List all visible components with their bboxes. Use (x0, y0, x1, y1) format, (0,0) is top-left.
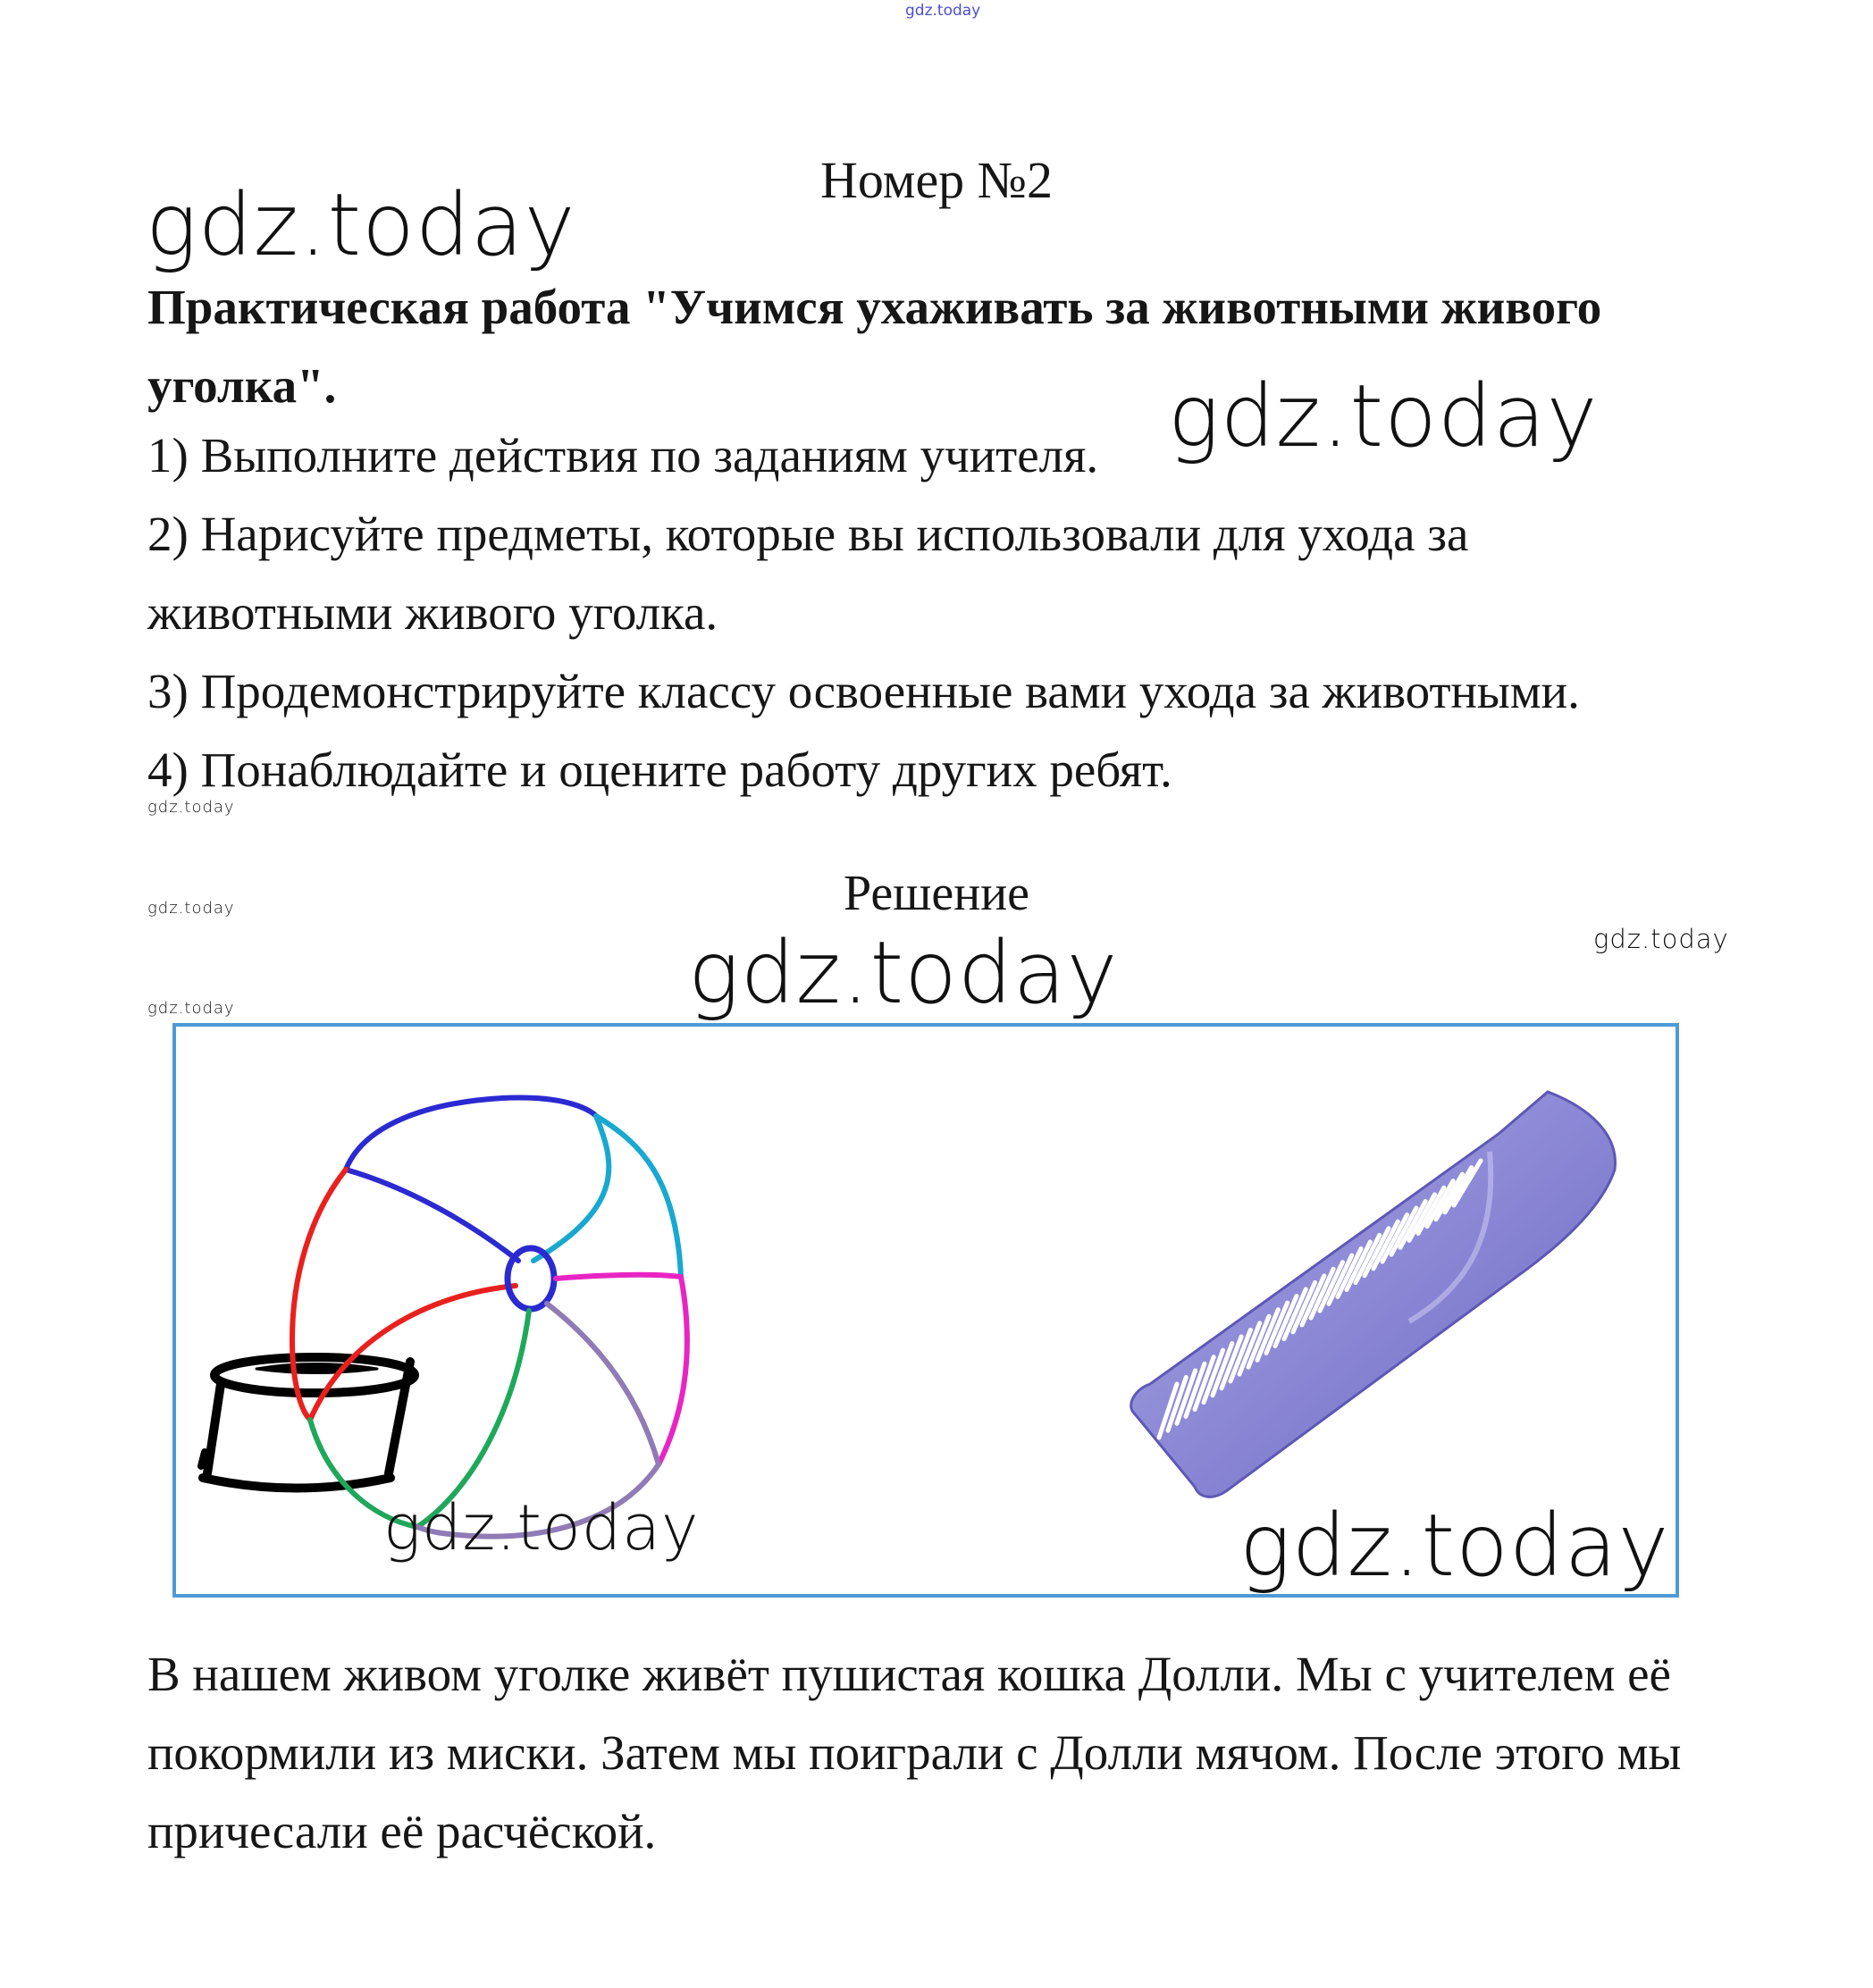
watermark-big: gdz.today (1168, 366, 1599, 466)
task-item-2: 2) Нарисуйте предметы, которые вы использовали для ухода за (147, 507, 1469, 561)
task-item-3: 3) Продемонстрируйте классу освоенные вами ухода за животными. (147, 664, 1580, 718)
task-heading: Практическая работа "Учимся ухаживать за животными живого уголка". (147, 280, 1602, 413)
comb-icon (1131, 1092, 1616, 1497)
watermark-big: gdz.today (688, 923, 1119, 1023)
watermark-small: gdz.today (147, 999, 235, 1018)
watermark-top: gdz.today (905, 2, 981, 20)
watermark-in-image: gdz.today (383, 1491, 700, 1564)
bowl-icon (201, 1357, 415, 1489)
task-item-4: 4) Понаблюдайте и оцените работу других ребят. (147, 742, 1172, 797)
ball-icon (292, 1098, 687, 1537)
task-item-1: 1) Выполните действия по заданиям учителя. (147, 428, 1099, 482)
watermark-small: gdz.today (1593, 924, 1729, 954)
solution-title: Решение (843, 866, 1030, 921)
solution-figure (172, 1023, 1679, 1598)
task-item-2-cont: животными живого уголка. (147, 585, 718, 640)
watermark-small: gdz.today (147, 899, 235, 918)
page-title: Номер №2 (819, 151, 1054, 209)
solution-answer: В нашем живом уголке живёт пушистая кошка Долли. Мы с учителем её покормили из миски. Затем мы поиграли с Долли мячом. После этого мы причесали её расчёской. (147, 1647, 1682, 1858)
watermark-in-image: gdz.today (1239, 1496, 1670, 1596)
watermark-small: gdz.today (147, 798, 235, 817)
watermark-big: gdz.today (146, 175, 576, 275)
